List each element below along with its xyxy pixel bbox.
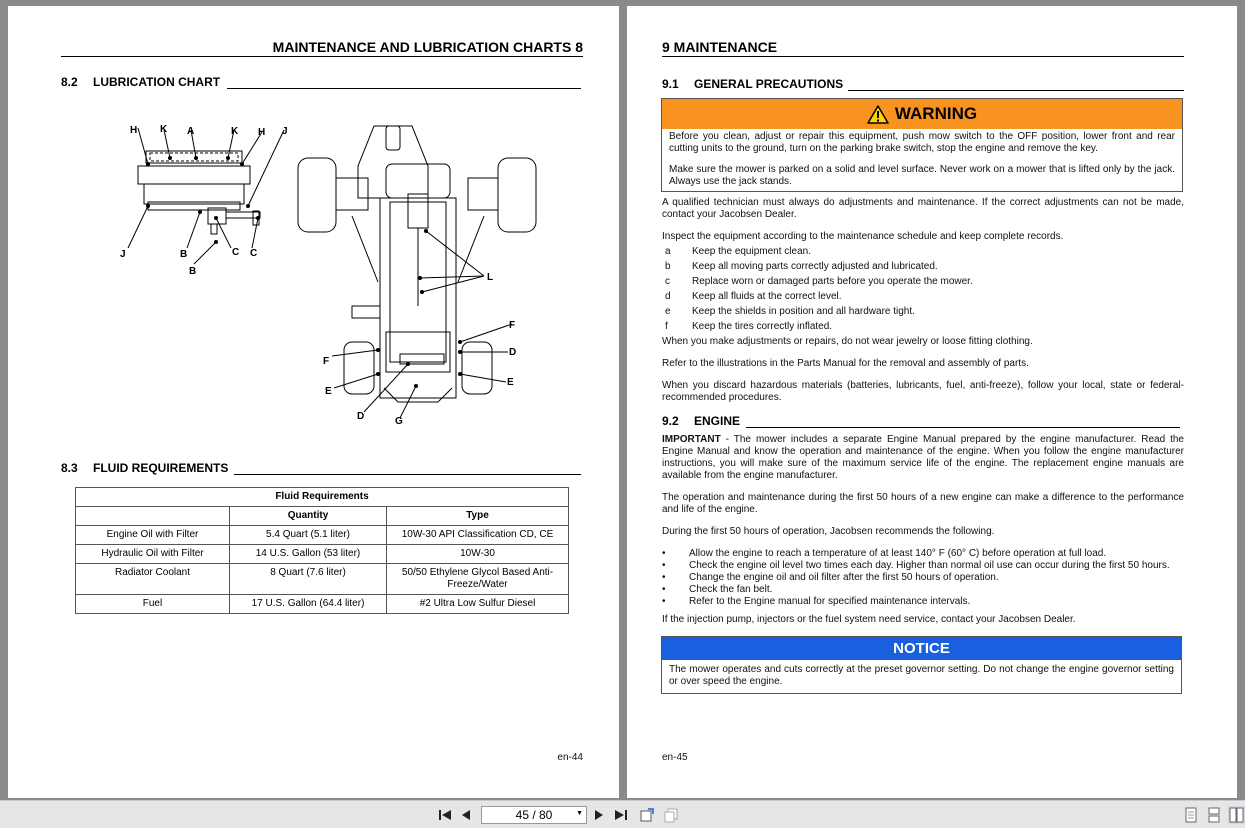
label-a: A (187, 126, 195, 137)
warning-label: WARNING (894, 104, 978, 123)
table-row: Hydraulic Oil with Filter 14 U.S. Gallon (53 liter) 10W-30 (76, 545, 569, 564)
right-page-header: 9 MAINTENANCE (662, 39, 778, 55)
bullet-item: • Check the fan belt. (662, 584, 773, 595)
label-h-left: H (130, 125, 138, 136)
engine-heading: 9.2 ENGINE (662, 414, 741, 428)
first-page-icon[interactable] (437, 806, 453, 824)
important-paragraph: IMPORTANT - The mower includes a separate Engine Manual prepared by the engine manufacturer. Read the Engine Manual and know the operation and maintenance of the engine. When you follow the engine manufacturer instructions, you will make sure of the maximum service life of the engine. The replacement engine manuals are available from the engine manufacturer. (662, 434, 1184, 481)
single-page-view-icon[interactable] (1183, 806, 1199, 824)
list-item: f Keep the tires correctly inflated. (665, 321, 833, 332)
bullet-item: • Refer to the Engine manual for specified maintenance intervals. (662, 596, 971, 607)
paragraph: During the first 50 hours of operation, Jacobsen recommends the following. (662, 526, 995, 537)
table-header (76, 507, 230, 526)
section-rule (848, 90, 1184, 91)
left-page-header: MAINTENANCE AND LUBRICATION CHARTS 8 (272, 39, 583, 55)
page-indicator-input[interactable]: 45 / 80 ▼ (481, 806, 587, 824)
bullet-item: • Change the engine oil and oil filter after the first 50 hours of operation. (662, 572, 999, 583)
list-item: b Keep all moving parts correctly adjusted and lubricated. (665, 261, 938, 272)
paragraph: The operation and maintenance during the first 50 hours of a new engine can make a difference to the performance and life of the engine. (662, 492, 1184, 515)
fluid-requirements-heading: 8.3 FLUID REQUIREMENTS (61, 461, 229, 475)
label-j-left: J (120, 249, 126, 260)
section-rule (234, 474, 581, 475)
notice-banner: NOTICE (662, 637, 1181, 660)
continuous-view-icon[interactable] (1206, 806, 1222, 824)
label-d-left: D (357, 411, 365, 422)
bullet-item: • Allow the engine to reach a temperature of at least 140° F (60° C) before operation at full load. (662, 548, 1107, 559)
label-e-right: E (507, 377, 514, 388)
table-row: Radiator Coolant 8 Quart (7.6 liter) 50/50 Ethylene Glycol Based Anti-Freeze/Water (76, 564, 569, 595)
prev-page-icon[interactable] (460, 806, 472, 824)
label-l: L (487, 272, 494, 283)
header-rule (61, 56, 583, 57)
header-rule (662, 56, 1184, 57)
right-page (627, 6, 1237, 798)
general-precautions-heading: 9.1 GENERAL PRECAUTIONS (662, 77, 844, 91)
paragraph: A qualified technician must always do adjustments and maintenance. If the correct adjustments can not be made, contact your Jacobsen Dealer. (662, 197, 1184, 220)
list-item: d Keep all fluids at the correct level. (665, 291, 842, 302)
warning-text-1: Before you clean, adjust or repair this equipment, push mow switch to the OFF position, lower front and rear cutting units to the ground, turn on the parking brake switch, stop the engine and remove the key. (669, 131, 1175, 154)
section-rule (227, 88, 581, 89)
table-row: Fuel 17 U.S. Gallon (64.4 liter) #2 Ultra Low Sulfur Diesel (76, 595, 569, 614)
notice-text: The mower operates and cuts correctly at the preset governor setting. Do not change the engine governor setting or over speed the engine. (669, 664, 1174, 687)
table-title: Fluid Requirements (76, 488, 569, 507)
label-k-left: K (160, 124, 168, 135)
label-k-right: K (231, 126, 239, 137)
warning-text-2: Make sure the mower is parked on a solid and level surface. Never work on a mower that is lifted only by the jack. Always use the jack stands. (669, 164, 1175, 187)
label-c-2: C (250, 248, 258, 259)
label-b-2: B (189, 266, 197, 277)
table-row: Engine Oil with Filter 5.4 Quart (5.1 liter) 10W-30 API Classification CD, CE (76, 526, 569, 545)
lubrication-chart-heading: 8.2 LUBRICATION CHART (61, 75, 221, 89)
list-item: e Keep the shields in position and all hardware tight. (665, 306, 915, 317)
label-c: C (232, 247, 240, 258)
page-number: en-44 (557, 752, 583, 763)
label-d-right: D (509, 347, 517, 358)
notice-box (661, 636, 1182, 694)
label-f-right: F (509, 320, 516, 331)
section-rule (746, 427, 1180, 428)
table-header: Type (387, 507, 569, 526)
warning-triangle-icon (867, 105, 889, 124)
paragraph: When you make adjustments or repairs, do not wear jewelry or loose fitting clothing. (662, 336, 1033, 347)
list-item: a Keep the equipment clean. (665, 246, 811, 257)
chevron-down-icon: ▼ (576, 810, 583, 817)
bullet-item: • Check the engine oil level two times each day. Higher than normal oil use can occur during the first 50 hours. (662, 560, 1170, 571)
two-page-view-icon[interactable] (1228, 806, 1245, 824)
next-page-icon[interactable] (593, 806, 605, 824)
warning-box (661, 98, 1183, 192)
important-label: IMPORTANT (662, 434, 721, 445)
label-f-left: F (323, 356, 330, 367)
warning-banner (662, 99, 1182, 129)
viewer-toolbar (0, 800, 1245, 828)
paragraph: When you discard hazardous materials (batteries, lubricants, fuel, anti-freeze), follow your local, state or federal-recommended procedures. (662, 380, 1184, 403)
table-header: Quantity (230, 507, 387, 526)
label-b: B (180, 249, 188, 260)
label-e-left: E (325, 386, 332, 397)
fit-page-icon[interactable] (638, 806, 656, 824)
page-number: en-45 (662, 752, 688, 763)
paragraph: Refer to the illustrations in the Parts Manual for the removal and assembly of parts. (662, 358, 1029, 369)
lubrication-diagram (108, 106, 548, 426)
fluid-requirements-table (75, 487, 569, 614)
fit-width-icon[interactable] (662, 806, 680, 824)
paragraph: Inspect the equipment according to the maintenance schedule and keep complete records. (662, 231, 1064, 242)
paragraph: If the injection pump, injectors or the fuel system need service, contact your Jacobsen Dealer. (662, 614, 1076, 625)
last-page-icon[interactable] (613, 806, 629, 824)
left-page (8, 6, 619, 798)
list-item: c Replace worn or damaged parts before you operate the mower. (665, 276, 973, 287)
label-j-right: J (282, 126, 288, 137)
label-g: G (395, 416, 403, 426)
label-h-right: H (258, 127, 266, 138)
